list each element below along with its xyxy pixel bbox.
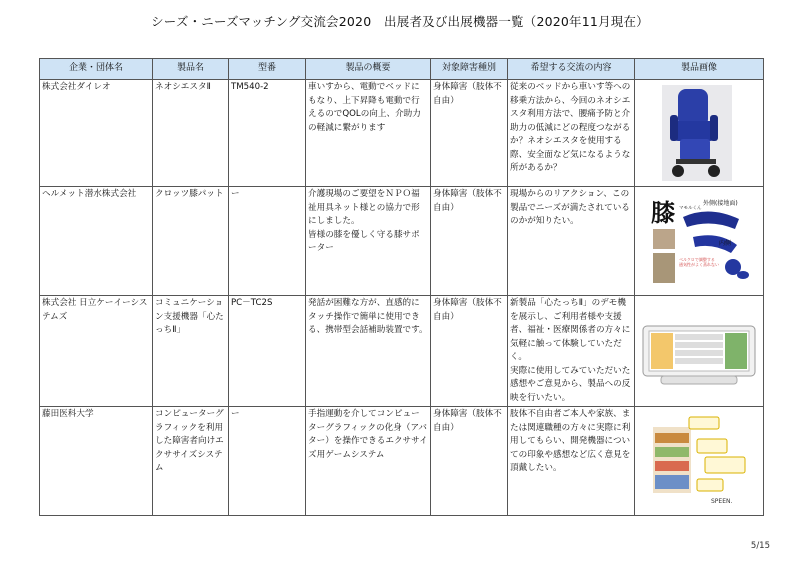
exercise-game-image (649, 413, 749, 507)
model-cell: ー (229, 187, 306, 296)
overview-cell: 発話が困難な方が、直感的にタッチ操作で簡単に使用できる、携帯型会話補助装置です。 (306, 296, 431, 407)
exchange-cell: 現場からのリアクション、この製品でニーズが満たされているのかが知りたい。 (508, 187, 635, 296)
image-cell (635, 80, 764, 187)
overview-cell: 手指運動を介してコンピューターグラフィックの化身（アバター）を操作できるエクササイズ用ゲームシステム (306, 407, 431, 516)
page-number: 5/15 (750, 541, 770, 551)
mamoru-label: マモルくん (679, 206, 702, 211)
exchange-cell: 新製品「心たっちⅡ」のデモ機を展示し、ご利用者様や支援者、福祉・医療関係者の方々に気軽に触って体験していただく。 実際に使用してみていただいた感想やご意見から、製品への反映を行いたい。 (508, 296, 635, 407)
header-company: 企業・団体名 (40, 59, 153, 80)
inner-label: 内側 (719, 240, 732, 247)
header-target: 対象障害種別 (431, 59, 508, 80)
company-cell: 株式会社 日立ケーイーシステムズ (40, 296, 153, 407)
image-cell (635, 407, 764, 516)
knee-pad-figure (649, 195, 753, 287)
wheelchair-photo (662, 85, 732, 181)
page-title: シーズ・ニーズマッチング交流会2020 出展者及び出展機器一覧（2020年11月現在） (151, 14, 649, 29)
image-cell (635, 296, 764, 407)
overview-cell: 介護現場のご要望をＮＰＯ福祉用具ネット様との協力で形にしました。 皆様の膝を優しく守る膝サポーター (306, 187, 431, 296)
header-model: 型番 (229, 59, 306, 80)
product-cell: コミュニケーション支援機器「心たっちⅡ」 (153, 296, 229, 407)
overview-cell: 車いすから、電動でベッドにもなり、上下昇降も電動で行えるのでQOLの向上、介助力の軽減に繋がります (306, 80, 431, 187)
target-cell: 身体障害（肢体不自由） (431, 296, 508, 407)
speen-logo: SPEEN. (711, 498, 733, 505)
outer-label: 外側(接地面) (703, 200, 738, 207)
table-row (40, 80, 764, 187)
model-cell: PC－TC2S (229, 296, 306, 407)
product-cell: クロッツ膝パット (153, 187, 229, 296)
header-product: 製品名 (153, 59, 229, 80)
model-cell: TM540-2 (229, 80, 306, 187)
table-row (40, 407, 764, 516)
product-cell: ネオシエスタⅡ (153, 80, 229, 187)
company-cell: ヘルメット潜水株式会社 (40, 187, 153, 296)
target-cell: 身体障害（肢体不自由） (431, 187, 508, 296)
company-cell: 株式会社ダイレオ (40, 80, 153, 187)
knee-kanji-label: 膝 (651, 199, 675, 227)
header-image: 製品画像 (635, 59, 764, 80)
header-row (40, 59, 764, 80)
model-cell: ー (229, 407, 306, 516)
target-cell: 身体障害（肢体不自由） (431, 407, 508, 516)
exhibitor-table (39, 58, 764, 516)
target-cell: 身体障害（肢体不自由） (431, 80, 508, 187)
exchange-cell: 従来のベッドから車いす等への移乗方法から、今回のネオシエスタ利用方法で、腰痛予防と介助力の低減にどの程度つながるか？ネオシエスタを使用する際、安全面など気になるような所があるか？ (508, 80, 635, 187)
exchange-cell: 肢体不自由者ご本人や家族、または関連職種の方々に実際に利用してもらい、開発機器についての印象や感想など広く意見を頂戴したい。 (508, 407, 635, 516)
table-row (40, 187, 764, 296)
header-exchange: 希望する交流の内容 (508, 59, 635, 80)
company-cell: 藤田医科大学 (40, 407, 153, 516)
header-overview: 製品の概要 (306, 59, 431, 80)
feature-note: ベルクロで調整する通気性がよく蒸れない (679, 257, 719, 267)
image-cell (635, 187, 764, 296)
tablet-photo (641, 324, 757, 386)
product-cell: コンピューターグラフィックを利用した障害者向けエクササイズシステム (153, 407, 229, 516)
table-row (40, 296, 764, 407)
